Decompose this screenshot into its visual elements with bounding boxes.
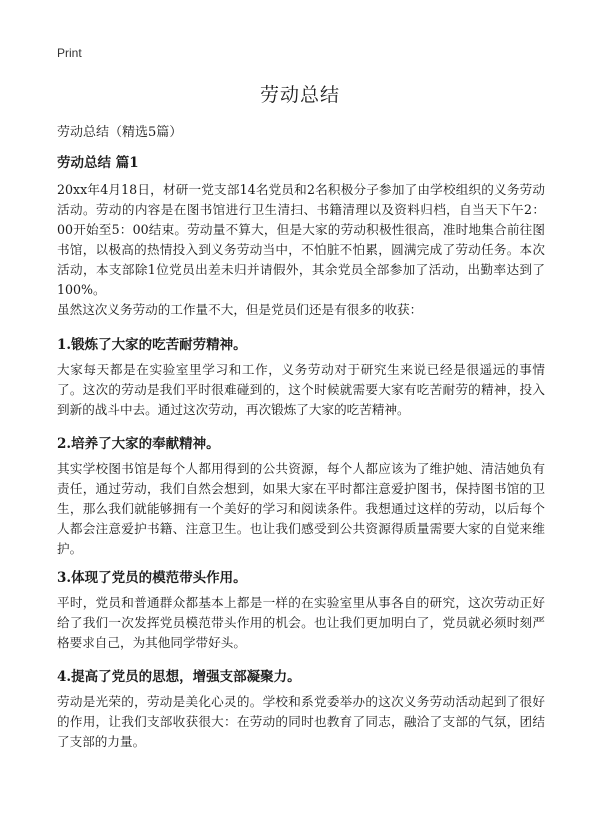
intro-paragraph: 20xx年4月18日，材研一党支部14名党员和2名积极分子参加了由学校组织的义务劳动活动。劳动的内容是在图书馆进行卫生清扫、书籍清理以及资料归档，自当天下午2：00开始至5：00结束。劳动量不算大，但是大家的劳动积极性很高，准时地集合前往图书馆，以极高的热情投入到义务劳动当中，不怕脏不怕累，圆满完成了劳动任务。本次活动，本支部除1位党员出差未归并请假外，其余党员全部参加了活动，出勤率达到了100%。 [57, 182, 545, 297]
print-label: Print [57, 46, 82, 60]
section-body-2: 其实学校图书馆是每个人都用得到的公共资源，每个人都应该为了维护她、清洁她负有责任，通过劳动，我们自然会想到，如果大家在平时都注意爱护图书，保持图书馆的卫生，那么我们就能够拥有一个美好的学习和阅读条件。我想通过这样的劳动，以后每个人都会注意爱护书籍、注意卫生。也让我们感受到公共资源得质量需要大家的自觉来维护。 [57, 461, 545, 556]
section-heading-3: 3.体现了党员的模范带头作用。 [57, 570, 247, 586]
section-heading-2: 2.培养了大家的奉献精神。 [57, 436, 220, 452]
document-subtitle: 劳动总结（精选5篇） [57, 125, 183, 140]
article-heading: 劳动总结 篇1 [57, 155, 139, 171]
intro-summary: 虽然这次义务劳动的工作量不大，但是党员们还是有很多的收获： [57, 302, 423, 317]
section-body-3: 平时，党员和普通群众都基本上都是一样的在实验室里从事各自的研究，这次劳动正好给了我们一次发挥党员模范带头作用的机会。也让我们更加明白了，党员就必须时刻严格要求自己，为其他同学带好头。 [57, 595, 545, 650]
section-heading-1: 1.锻炼了大家的吃苦耐劳精神。 [57, 337, 247, 353]
document-title: 劳动总结 [259, 84, 340, 106]
section-heading-4: 4.提高了党员的思想，增强支部凝聚力。 [57, 669, 301, 685]
section-body-1: 大家每天都是在实验室里学习和工作，义务劳动对于研究生来说已经是很遥远的事情了。这次的劳动是我们平时很难碰到的，这个时候就需要大家有吃苦耐劳的精神，投入到新的战斗中去。通过这次劳动，再次锻炼了大家的吃苦精神。 [57, 362, 545, 417]
section-body-4: 劳动是光荣的，劳动是美化心灵的。学校和系党委举办的这次义务劳动活动起到了很好的作用，让我们支部收获很大：在劳动的同时也教育了同志，融洽了支部的气氛，团结了支部的力量。 [57, 694, 545, 749]
